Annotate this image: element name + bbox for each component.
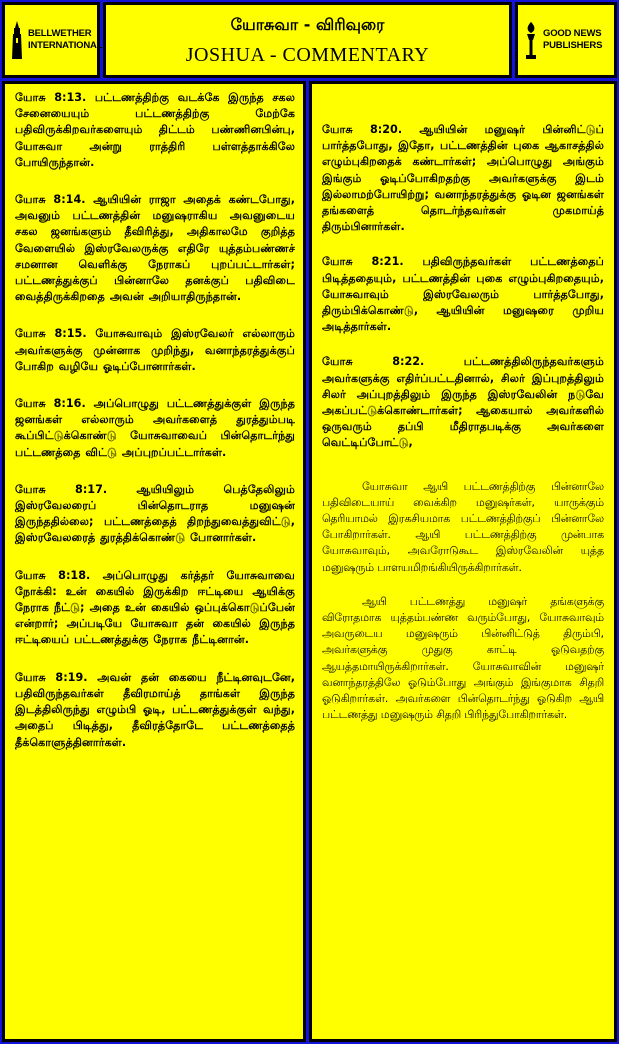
verse-8-21: யோசு 8:21. பதிவிருந்தவர்கள் பட்டணத்தைப் பிடித்ததையும், பட்டணத்தின் புகை எழும்புகிறதையும், யோசுவாவும் இஸ்ரவேலரும் பார்த்தபோது, திரும்பிக்கொண்டு, ஆயியின் மனுஷரை முறிய அடித்தார்கள்.	[322, 255, 604, 334]
bell-tower-icon	[9, 20, 25, 60]
page-header	[103, 2, 512, 78]
verse-8-22: யோசு 8:22. பட்டணத்திலிருந்தவர்களும் அவர்களுக்கு எதிர்ப்பட்டதினால், சிலர் இப்புறத்திலும் சிலர் அப்புறத்திலும் இருந்த இஸ்ரவேலின் நடுவே அகப்பட்டுக்கொண்டார்கள்; ஆகையால் அவர்களில் ஒருவரும் தப்பி மீதிராதபடிக்கு அவர்களை வெட்டிப்போட்டு,	[322, 355, 604, 450]
verse-8-16: யோசு 8:16. அப்பொழுது பட்டணத்துக்குள் இருந்த ஜனங்கள் எல்லாரும் அவர்களைத் துரத்தும்படி கூப்பிட்டுக்கொண்டு யோசுவாவைப் பின்தொடர்ந்து பட்டணத்தை விட்டு அப்புறப்பட்டார்கள்.	[15, 397, 295, 459]
bellwether-logo-text: BELLWETHER INTERNATIONAL	[28, 28, 103, 51]
verse-8-20: யோசு 8:20. ஆயியின் மனுஷர் பின்னிட்டுப் பார்த்தபோது, இதோ, பட்டணத்தின் புகை ஆகாசத்தில் எழும்புகிறதைக் கண்டார்கள்; அப்பொழுது அங்கும் இங்கும் ஓடிப்போகிறதற்கு அவர்களுக்கு இடம் இல்லாமற்போயிற்று; வனாந்தரத்துக்கு ஓடின ஜனங்கள் தங்களைத் தொடர்ந்தவர்கள் முகமாய்த் திரும்பினார்கள்.	[322, 123, 604, 234]
verse-8-19: யோசு 8:19. அவன் தன் கையை நீட்டினவுடனே, பதிவிருந்தவர்கள் தீவிரமாய்த் தாங்கள் இருந்த இடத்திலிருந்து எழும்பி ஓடி, பட்டணத்துக்குள் வந்து, அதைப் பிடித்து, தீவிரத்தோடே பட்டணத்தைத் தீக்கொளுத்தினார்கள்.	[15, 670, 295, 749]
commentary-paragraph: யோசுவா ஆயி பட்டணத்திற்கு பின்னாலே பதிவிடையாய் வைக்கிற மனுஷர்கள், யாருக்கும் தெரியாமல் இரகசியமாக பட்டணத்திற்குப் பின்னாலே போகிறார்கள். ஆயி பட்டணத்திற்கு முன்பாக யோசுவாவும், அவரோடுகூட இஸ்ரவேலின் யுத்த மனுஷரும் பாளயமிறங்கியிருக்கிறார்கள்.	[322, 479, 604, 574]
good-news-logo-text: GOOD NEWS PUBLISHERS	[543, 28, 603, 51]
verse-8-13: யோசு 8:13. பட்டணத்திற்கு வடக்கே இருந்த சகல சேனையையும் பட்டணத்திற்கு மேற்கே பதிவிருக்கிறவர்களையும் திட்டம் பண்ணினபின்பு, யோசுவா அன்று ராத்திரி பள்ளத்தாக்கிலே போயிருந்தான்.	[15, 91, 295, 169]
verse-8-18: யோசு 8:18. அப்பொழுது கர்த்தர் யோசுவாவை நோக்கி: உன் கையில் இருக்கிற ஈட்டியை ஆயிக்கு நேராக நீட்டு; அதை உன் கையில் ஒப்புக்கொடுப்பேன் என்றார்; அப்படியே யோசுவா தன் கையில் இருந்த ஈட்டியைப் பட்டணத்துக்கு நேராக நீட்டினான்.	[15, 568, 295, 647]
title-english: JOSHUA - COMMENTARY	[185, 44, 430, 66]
verse-8-14: யோசு 8:14. ஆயியின் ராஜா அதைக் கண்டபோது, அவனும் பட்டணத்தின் மனுஷராகிய அவனுடைய சகல ஜனங்களும் தீவிரித்து, அதிகாலமே குறித்த வேளையில் இஸ்ரவேலருக்கு எதிரே யுத்தம்பண்ணச் சமனான வெளிக்கு நேராகப் புறப்பட்டார்கள்; பட்டணத்துக்குப் பின்னாலே தனக்குப் பதிவிடை வைத்திருக்கிறதை அவன் அறியாதிருந்தான்.	[15, 193, 295, 304]
right-column	[309, 81, 617, 1042]
commentary-paragraph: ஆயி பட்டணத்து மனுஷர் தங்களுக்கு விரோதமாக யுத்தம்பண்ண வரும்போது, யோசுவாவும் அவருடைய மனுஷரும் பின்னிட்டுத் திரும்பி, அவர்களுக்கு முதுகு காட்டி ஓடுவதற்கு ஆயத்தமாயிருக்கிறார்கள். யோசுவாவின் மனுஷர் வனாந்தரத்திலே ஓடும்போது அங்கும் இங்குமாக சிதறி ஓடுகிறார்கள். அவர்களை பின்தொடர்ந்து ஓடுகிற ஆயி பட்டணத்து மனுஷரும் சிதறி பிரிந்துபோகிறார்கள்.	[322, 594, 604, 722]
good-news-logo	[515, 2, 617, 78]
title-tamil: யோசுவா - விரிவுரை	[230, 15, 385, 34]
torch-icon	[522, 20, 540, 60]
left-column	[2, 81, 306, 1042]
section-spacer	[322, 471, 604, 479]
bellwether-logo	[2, 2, 103, 78]
verse-8-17: யோசு 8:17. ஆயியிலும் பெத்தேலிலும் இஸ்ரவேலரைப் பின்தொடராத மனுஷன் இருந்ததில்லை; பட்டணத்தைத் திறந்துவைத்துவிட்டு, இஸ்ரவேலரைத் துரத்திக்கொண்டு போனார்கள்.	[15, 482, 295, 545]
verse-8-15: யோசு 8:15. யோசுவாவும் இஸ்ரவேலர் எல்லாரும் அவர்களுக்கு முன்னாக முறிந்து, வனாந்தரத்துக்குப் போகிற வழியே ஓடிப்போனார்கள்.	[15, 327, 295, 373]
